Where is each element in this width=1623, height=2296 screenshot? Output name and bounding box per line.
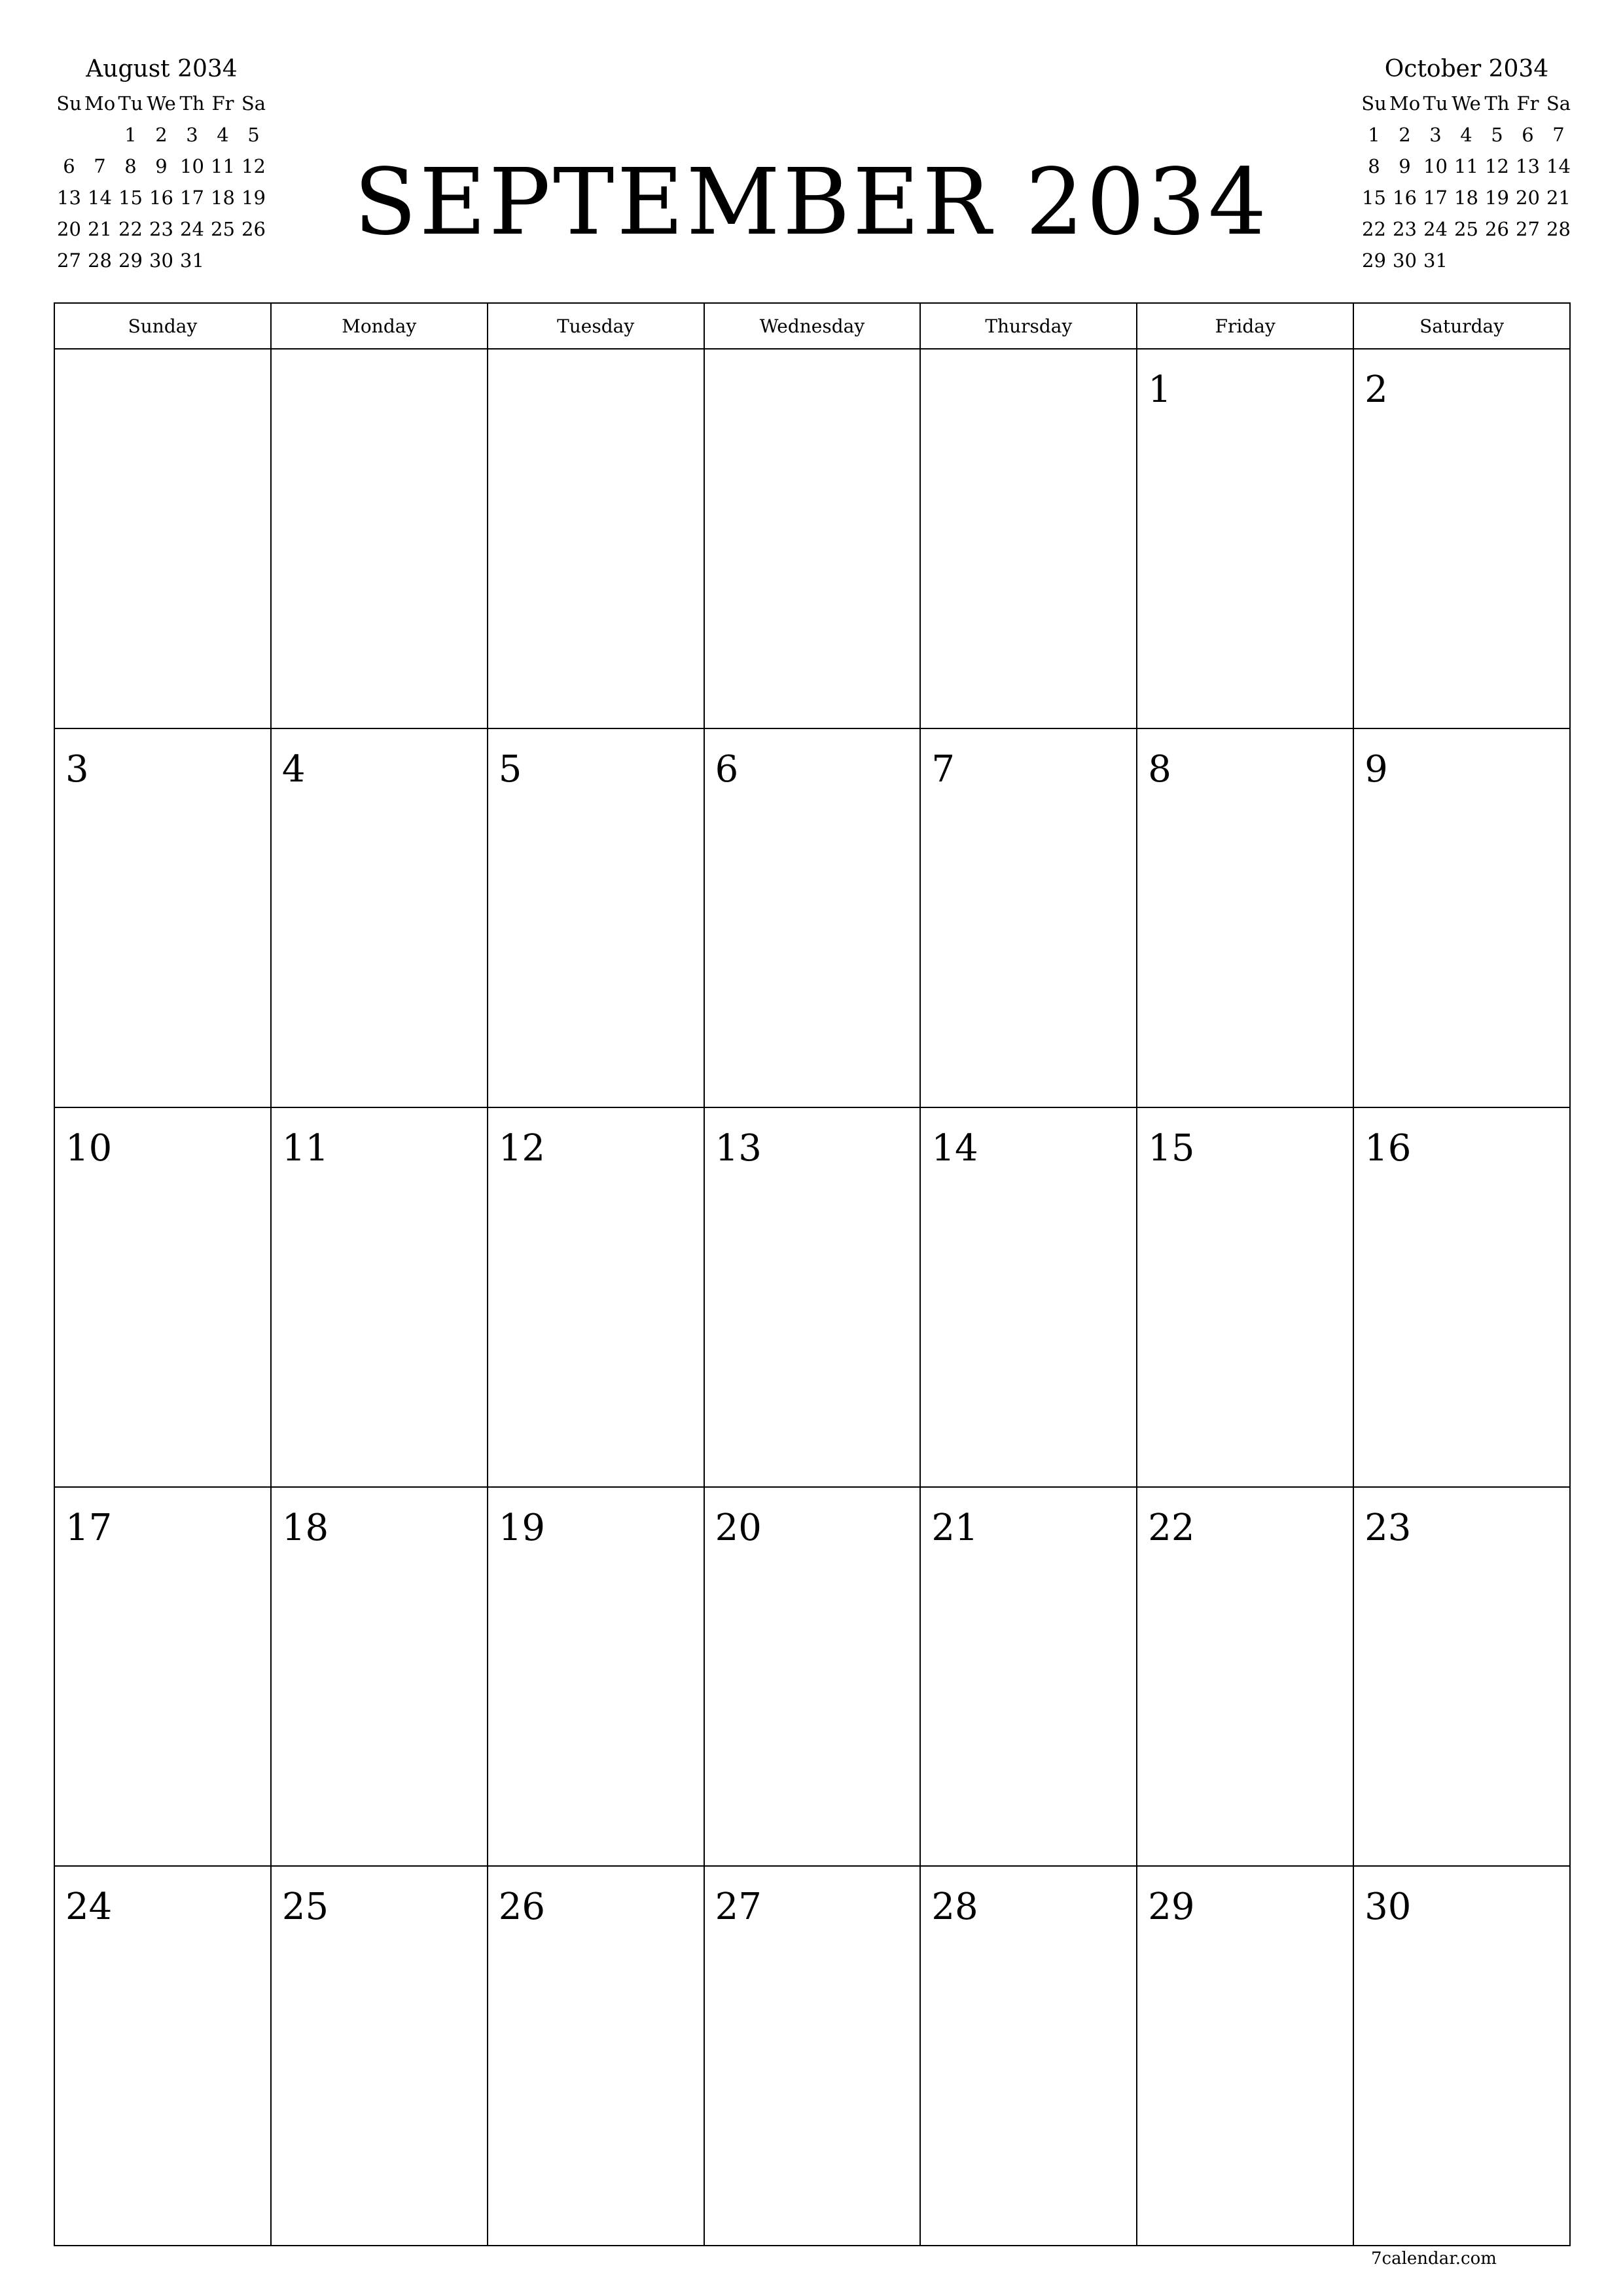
prev_month-day: 10 xyxy=(180,155,204,177)
next_month-day: 24 xyxy=(1423,218,1448,240)
day-cell xyxy=(488,1488,705,1867)
prev_month-day: 3 xyxy=(186,124,198,146)
next_month-day: 17 xyxy=(1423,187,1448,209)
day-cell xyxy=(1354,1867,1571,2246)
day-cell xyxy=(1354,350,1571,729)
prev_month-day: 25 xyxy=(211,218,235,240)
next_month-day xyxy=(1451,245,1482,276)
day-cell xyxy=(488,729,705,1109)
prev_month-day: 12 xyxy=(241,155,266,177)
day-cell xyxy=(488,350,705,729)
next_month-day: 25 xyxy=(1454,218,1478,240)
weekday-header: Wednesday xyxy=(705,304,921,350)
day-number: 6 xyxy=(715,747,739,791)
day-cell xyxy=(921,1488,1137,1867)
weekday-header: Saturday xyxy=(1354,304,1571,350)
next_month-day: 5 xyxy=(1491,124,1503,146)
day-number: 24 xyxy=(65,1886,113,1929)
next_month-day xyxy=(1543,245,1574,276)
weekday-header: Monday xyxy=(272,304,488,350)
day-cell xyxy=(272,729,488,1109)
day-number: 3 xyxy=(65,747,89,791)
prev_month-day: 23 xyxy=(149,218,173,240)
next_month-day xyxy=(1512,245,1543,276)
day-cell xyxy=(55,1867,272,2246)
weekday-header: Sunday xyxy=(55,304,272,350)
day-number: 23 xyxy=(1364,1506,1412,1549)
next_month-day: 8 xyxy=(1368,155,1380,177)
day-cell xyxy=(921,1108,1137,1488)
day-cell xyxy=(705,1867,921,2246)
next_month-day: 31 xyxy=(1423,249,1448,272)
next_month-day: 23 xyxy=(1393,218,1417,240)
weekday-header: Tuesday xyxy=(488,304,705,350)
prev_month-day: 8 xyxy=(124,155,137,177)
day-number: 16 xyxy=(1364,1127,1412,1170)
day-cell xyxy=(272,1488,488,1867)
next_month-day: 20 xyxy=(1516,187,1540,209)
prev_month-day: 9 xyxy=(155,155,168,177)
day-number: 17 xyxy=(65,1506,113,1549)
day-cell xyxy=(1137,1488,1354,1867)
day-number: 26 xyxy=(498,1886,545,1929)
next_month-day: 18 xyxy=(1454,187,1478,209)
next_month-day: 22 xyxy=(1362,218,1386,240)
next_month-day: 7 xyxy=(1552,124,1565,146)
day-number: 22 xyxy=(1148,1506,1195,1549)
day-cell xyxy=(55,1108,272,1488)
page-title: SEPTEMBER 2034 xyxy=(353,149,1270,256)
day-cell xyxy=(488,1867,705,2246)
prev_month-day: 24 xyxy=(180,218,204,240)
next_month-day: 30 xyxy=(1393,249,1417,272)
day-cell xyxy=(1137,350,1354,729)
day-number: 10 xyxy=(65,1127,113,1170)
prev_month-day: 15 xyxy=(118,187,143,209)
prev_month-day: 18 xyxy=(211,187,235,209)
day-cell xyxy=(1137,729,1354,1109)
day-cell xyxy=(55,729,272,1109)
day-cell xyxy=(272,350,488,729)
day-number: 27 xyxy=(715,1886,762,1929)
day-number: 1 xyxy=(1148,368,1171,411)
weekday-header: Friday xyxy=(1137,304,1354,350)
next-month-title: October 2034 xyxy=(1384,56,1549,82)
prev_month-day: 5 xyxy=(247,124,260,146)
next_month-day: 6 xyxy=(1522,124,1534,146)
next_month-day xyxy=(1482,245,1512,276)
month-grid xyxy=(54,302,1571,2246)
day-number: 30 xyxy=(1364,1886,1412,1929)
day-cell xyxy=(272,1867,488,2246)
next_month-day: 19 xyxy=(1485,187,1509,209)
prev_month-day: 1 xyxy=(124,124,137,146)
next_month-day: 4 xyxy=(1460,124,1472,146)
prev_month-weekday-label: Sa xyxy=(241,92,266,115)
next_month-weekday-label: Th xyxy=(1484,92,1510,115)
day-cell xyxy=(705,1108,921,1488)
day-number: 7 xyxy=(931,747,955,791)
day-number: 5 xyxy=(498,747,522,791)
prev_month-day: 28 xyxy=(88,249,112,272)
next_month-day: 3 xyxy=(1429,124,1442,146)
next_month-day: 13 xyxy=(1516,155,1540,177)
prev_month-day: 16 xyxy=(149,187,173,209)
prev_month-weekday-label: Th xyxy=(179,92,205,115)
next_month-day: 1 xyxy=(1368,124,1380,146)
next_month-day: 16 xyxy=(1393,187,1417,209)
next_month-day: 12 xyxy=(1485,155,1509,177)
day-number: 18 xyxy=(281,1506,329,1549)
day-cell xyxy=(921,350,1137,729)
prev_month-day: 27 xyxy=(57,249,81,272)
prev-month-title: August 2034 xyxy=(86,56,238,82)
day-cell xyxy=(1354,729,1571,1109)
day-number: 4 xyxy=(281,747,306,791)
next-month-mini-calendar xyxy=(1359,51,1575,276)
footer-credit: 7calendar.com xyxy=(1371,2249,1497,2269)
prev_month-day: 7 xyxy=(94,155,106,177)
day-cell xyxy=(705,729,921,1109)
next_month-weekday-label: Fr xyxy=(1516,92,1539,115)
prev_month-day: 20 xyxy=(57,218,81,240)
day-cell xyxy=(272,1108,488,1488)
next_month-weekday-label: Sa xyxy=(1546,92,1571,115)
prev_month-day: 22 xyxy=(118,218,143,240)
weekday-header: Thursday xyxy=(921,304,1137,350)
prev_month-day: 30 xyxy=(149,249,173,272)
next_month-day: 28 xyxy=(1546,218,1571,240)
day-cell xyxy=(705,350,921,729)
day-cell xyxy=(1354,1488,1571,1867)
next_month-weekday-label: Tu xyxy=(1423,92,1448,115)
next_month-day: 9 xyxy=(1399,155,1411,177)
next_month-day: 2 xyxy=(1399,124,1411,146)
day-number: 28 xyxy=(931,1886,978,1929)
prev_month-weekday-label: Tu xyxy=(118,92,143,115)
next_month-day: 15 xyxy=(1362,187,1386,209)
next_month-weekday-label: We xyxy=(1452,92,1481,115)
next_month-day: 26 xyxy=(1485,218,1509,240)
next_month-day: 10 xyxy=(1423,155,1448,177)
prev_month-day: 31 xyxy=(180,249,204,272)
prev_month-day: 2 xyxy=(155,124,168,146)
prev_month-day: 6 xyxy=(63,155,75,177)
day-number: 11 xyxy=(281,1127,329,1170)
prev_month-day: 4 xyxy=(217,124,229,146)
day-number: 19 xyxy=(498,1506,545,1549)
day-number: 20 xyxy=(715,1506,762,1549)
day-number: 29 xyxy=(1148,1886,1195,1929)
next_month-weekday-label: Mo xyxy=(1389,92,1421,115)
day-cell xyxy=(921,729,1137,1109)
next_month-day: 29 xyxy=(1362,249,1386,272)
next_month-weekday-label: Su xyxy=(1361,92,1387,115)
prev_month-weekday-label: Su xyxy=(56,92,82,115)
prev_month-weekday-label: Mo xyxy=(84,92,116,115)
next_month-day: 11 xyxy=(1454,155,1478,177)
day-cell xyxy=(55,1488,272,1867)
next_month-day: 27 xyxy=(1516,218,1540,240)
next-month-grid xyxy=(1359,88,1575,276)
prev_month-day: 19 xyxy=(241,187,266,209)
prev_month-weekday-label: Fr xyxy=(211,92,234,115)
prev_month-day: 21 xyxy=(88,218,112,240)
prev_month-day: 29 xyxy=(118,249,143,272)
day-cell xyxy=(488,1108,705,1488)
day-cell xyxy=(1137,1867,1354,2246)
next_month-day: 21 xyxy=(1546,187,1571,209)
prev_month-weekday-label: We xyxy=(147,92,176,115)
day-number: 15 xyxy=(1148,1127,1195,1170)
prev_month-day: 17 xyxy=(180,187,204,209)
day-number: 13 xyxy=(715,1127,762,1170)
day-cell xyxy=(1354,1108,1571,1488)
day-cell xyxy=(921,1867,1137,2246)
prev_month-day: 26 xyxy=(241,218,266,240)
day-cell xyxy=(705,1488,921,1867)
day-number: 14 xyxy=(931,1127,978,1170)
day-number: 9 xyxy=(1364,747,1388,791)
day-cell xyxy=(55,350,272,729)
day-number: 12 xyxy=(498,1127,545,1170)
day-number: 2 xyxy=(1364,368,1388,411)
next_month-day: 14 xyxy=(1546,155,1571,177)
day-number: 8 xyxy=(1148,747,1171,791)
day-number: 25 xyxy=(281,1886,329,1929)
day-number: 21 xyxy=(931,1506,978,1549)
prev_month-day: 13 xyxy=(57,187,81,209)
prev_month-day: 11 xyxy=(211,155,235,177)
prev_month-day: 14 xyxy=(88,187,112,209)
day-cell xyxy=(1137,1108,1354,1488)
